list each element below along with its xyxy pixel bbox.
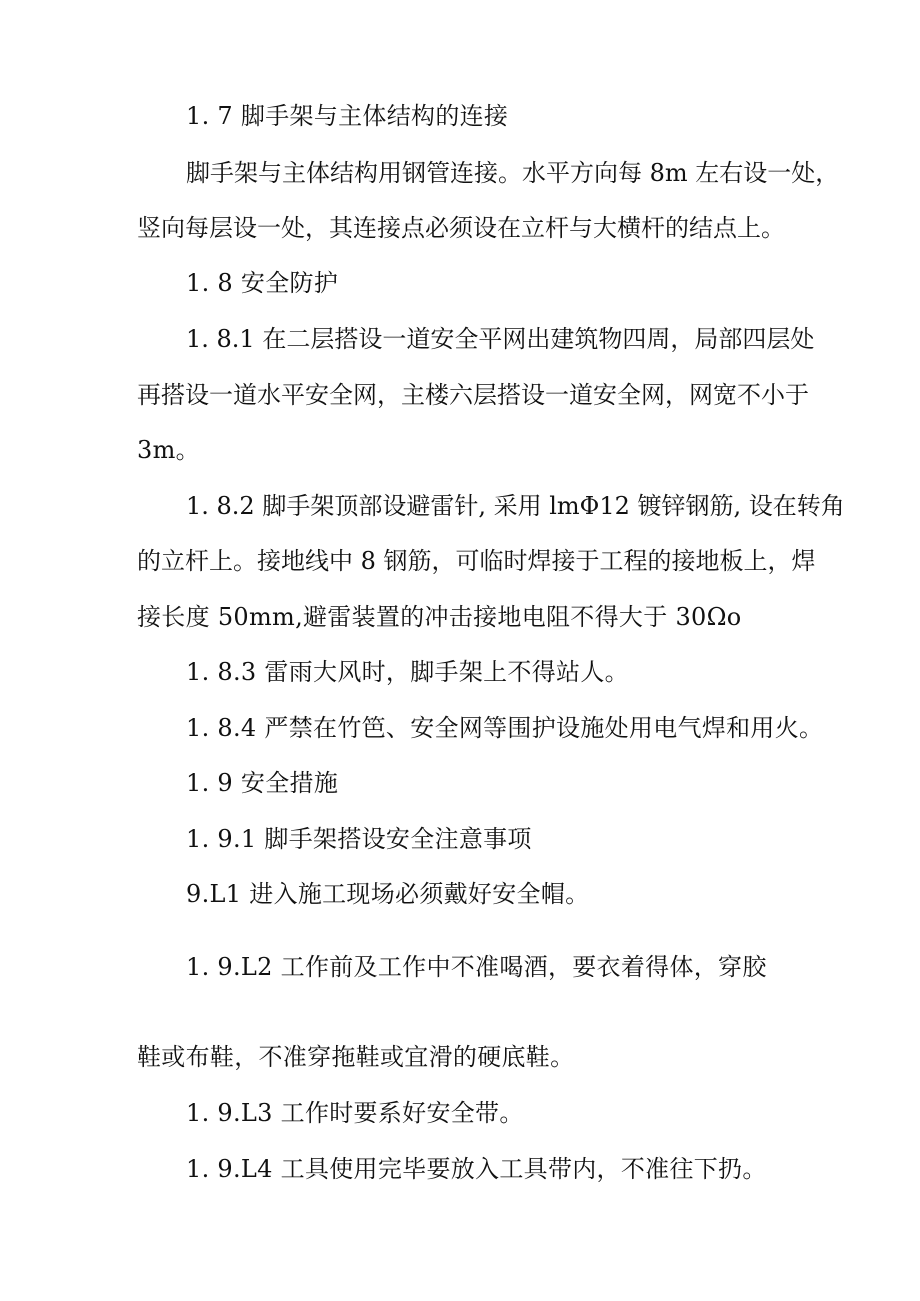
heading-1-7: 1. 7 脚手架与主体结构的连接: [186, 102, 509, 130]
paragraph-line: 的立杆上。接地线中 8 钢筋，可临时焊接于工程的接地板上，焊: [137, 547, 816, 575]
paragraph-line: 1. 9.L3 工作时要系好安全带。: [186, 1099, 524, 1127]
paragraph-line: 脚手架与主体结构用钢管连接。水平方向每 8m 左右设一处，: [186, 159, 840, 187]
paragraph-line: 竖向每层设一处，其连接点必须设在立杆与大横杆的结点上。: [137, 214, 785, 242]
paragraph-line: 3m。: [137, 436, 200, 464]
paragraph-line: 1. 8.3 雷雨大风时，脚手架上不得站人。: [186, 658, 629, 686]
heading-1-8: 1. 8 安全防护: [186, 269, 339, 297]
paragraph-line: 1. 8.4 严禁在竹笆、安全网等围护设施处用电气焊和用火。: [186, 714, 824, 742]
paragraph-line: 1. 9.L4 工具使用完毕要放入工具带内，不准往下扔。: [186, 1155, 767, 1183]
heading-1-9: 1. 9 安全措施: [186, 769, 339, 797]
paragraph-line: 1. 9.L2 工作前及工作中不准喝酒，要衣着得体，穿胶: [186, 953, 767, 981]
paragraph-line: 再搭设一道水平安全网，主楼六层搭设一道安全网，网宽不小于: [137, 381, 809, 409]
paragraph-line: 1. 8.2 脚手架顶部设避雷针, 采用 lmΦ12 镀锌钢筋, 设在转角: [186, 492, 845, 520]
paragraph-line: 9.L1 进入施工现场必须戴好安全帽。: [186, 880, 590, 908]
paragraph-line: 鞋或布鞋，不准穿拖鞋或宜滑的硬底鞋。: [137, 1043, 575, 1071]
heading-1-9-1: 1. 9.1 脚手架搭设安全注意事项: [186, 825, 532, 853]
paragraph-line: 接长度 50mm,避雷装置的冲击接地电阻不得大于 30Ωo: [137, 603, 742, 631]
paragraph-line: 1. 8.1 在二层搭设一道安全平网出建筑物四周，局部四层处: [186, 325, 815, 353]
